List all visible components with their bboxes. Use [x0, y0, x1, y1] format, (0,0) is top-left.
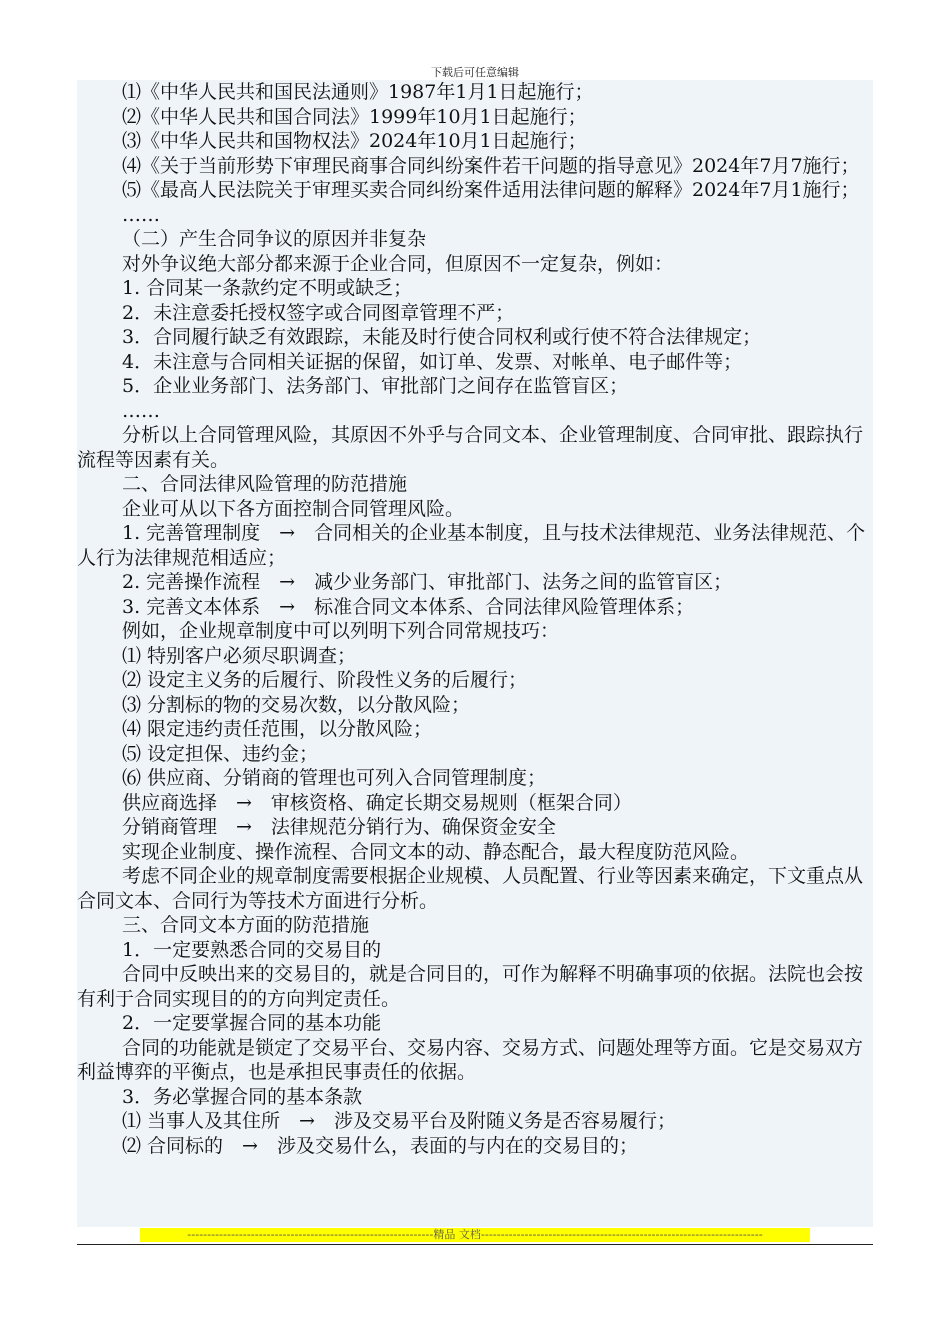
text-line: 供应商选择 → 审核资格、确定长期交易规则（框架合同）: [122, 791, 632, 814]
text-line: 4．未注意与合同相关证据的保留，如订单、发票、对帐单、电子邮件等；: [122, 350, 743, 373]
section-heading: （二）产生合同争议的原因并非复杂: [122, 228, 427, 250]
header-note: 下载后可任意编辑: [431, 66, 519, 79]
text-line: 5．企业业务部门、法务部门、审批部门之间存在监管盲区；: [122, 375, 629, 397]
text-line: 实现企业制度、操作流程、合同文本的动、静态配合，最大程度防范风险。: [122, 840, 750, 863]
text-line: ⑴ 当事人及其住所 → 涉及交易平台及附随义务是否容易履行；: [122, 1110, 676, 1132]
section-heading: 三、合同文本方面的防范措施: [122, 914, 370, 936]
text-line: ……: [122, 203, 160, 226]
subsection-heading: 1．一定要熟悉合同的交易目的: [122, 938, 382, 961]
text-line: 1. 完善管理制度 → 合同相关的企业基本制度，且与技术法律规范、业务法律规范、个人行为法律规范相适应；: [77, 522, 866, 569]
text-line: ⑹ 供应商、分销商的管理也可列入合同管理制度；: [122, 767, 547, 789]
text-line: 对外争议绝大部分都来源于企业合同，但原因不一定复杂，例如：: [122, 252, 674, 275]
text-line: 例如，企业规章制度中可以列明下列合同常规技巧：: [122, 620, 560, 642]
text-line: 分析以上合同管理风险，其原因不外乎与合同文本、企业管理制度、合同审批、跟踪执行流程等因素有关。: [77, 424, 864, 471]
text-line: 考虑不同企业的规章制度需要根据企业规模、人员配置、行业等因素来确定，下文重点从合同文本、合同行为等技术方面进行分析。: [77, 865, 864, 912]
text-line: ⑵《中华人民共和国合同法》1999年10月1日起施行；: [122, 105, 587, 128]
text-line: ……: [122, 399, 160, 422]
text-line: 2. 完善操作流程 → 减少业务部门、审批部门、法务之间的监管盲区；: [122, 571, 733, 593]
section-heading: 二、合同法律风险管理的防范措施: [122, 473, 408, 495]
text-line: ⑴ 特别客户必须尽职调查；: [122, 644, 357, 667]
footer-dashes-right: -----------------------------------------------------------------------: [480, 1228, 763, 1241]
document-body: [77, 80, 873, 1227]
text-line: ⑸ 设定担保、违约金；: [122, 742, 319, 765]
text-line: ⑴《中华人民共和国民法通则》1987年1月1日起施行；: [122, 81, 594, 103]
text-line: 合同的功能就是锁定了交易平台、交易内容、交易方式、问题处理等方面。它是交易双方利益博弈的平衡点，也是承担民事责任的依据。: [77, 1036, 864, 1083]
footer-rule: [77, 1244, 873, 1245]
text-line: ⑶ 分割标的物的交易次数，以分散风险；: [122, 693, 471, 716]
text-line: ⑷《关于当前形势下审理民商事合同纠纷案件若干问题的指导意见》2024年7月7施行；: [122, 154, 860, 177]
text-line: ⑶《中华人民共和国物权法》2024年10月1日起施行；: [122, 130, 587, 152]
subsection-heading: 3．务必掌握合同的基本条款: [122, 1085, 363, 1108]
text-line: ⑵ 合同标的 → 涉及交易什么，表面的与内在的交易目的；: [122, 1134, 638, 1157]
text-line: 合同中反映出来的交易目的，就是合同目的，可作为解释不明确事项的依据。法院也会按有利于合同实现目的的方向判定责任。: [77, 963, 864, 1010]
text-line: 3. 完善文本体系 → 标准合同文本体系、合同法律风险管理体系；: [122, 595, 695, 618]
text-line: 2．未注意委托授权签字或合同图章管理不严；: [122, 301, 515, 324]
text-line: 1. 合同某一条款约定不明或缺乏；: [122, 277, 413, 299]
text-line: ⑵ 设定主义务的后履行、阶段性义务的后履行；: [122, 669, 528, 691]
footer-dashes-left: --------------------------------------------------------------: [187, 1228, 434, 1241]
text-line: 3．合同履行缺乏有效跟踪，未能及时行使合同权利或行使不符合法律规定；: [122, 326, 762, 348]
footer-label: 精品 文档: [433, 1228, 481, 1241]
text-line: ⑸《最高人民法院关于审理买卖合同纠纷案件适用法律问题的解释》2024年7月1施行；: [122, 179, 860, 201]
subsection-heading: 2．一定要掌握合同的基本功能: [122, 1012, 382, 1034]
text-line: ⑷ 限定违约责任范围，以分散风险；: [122, 718, 433, 740]
footer-banner: [140, 1228, 810, 1242]
text-line: 企业可从以下各方面控制合同管理风险。: [122, 497, 465, 520]
text-line: 分销商管理 → 法律规范分销行为、确保资金安全: [122, 816, 556, 838]
